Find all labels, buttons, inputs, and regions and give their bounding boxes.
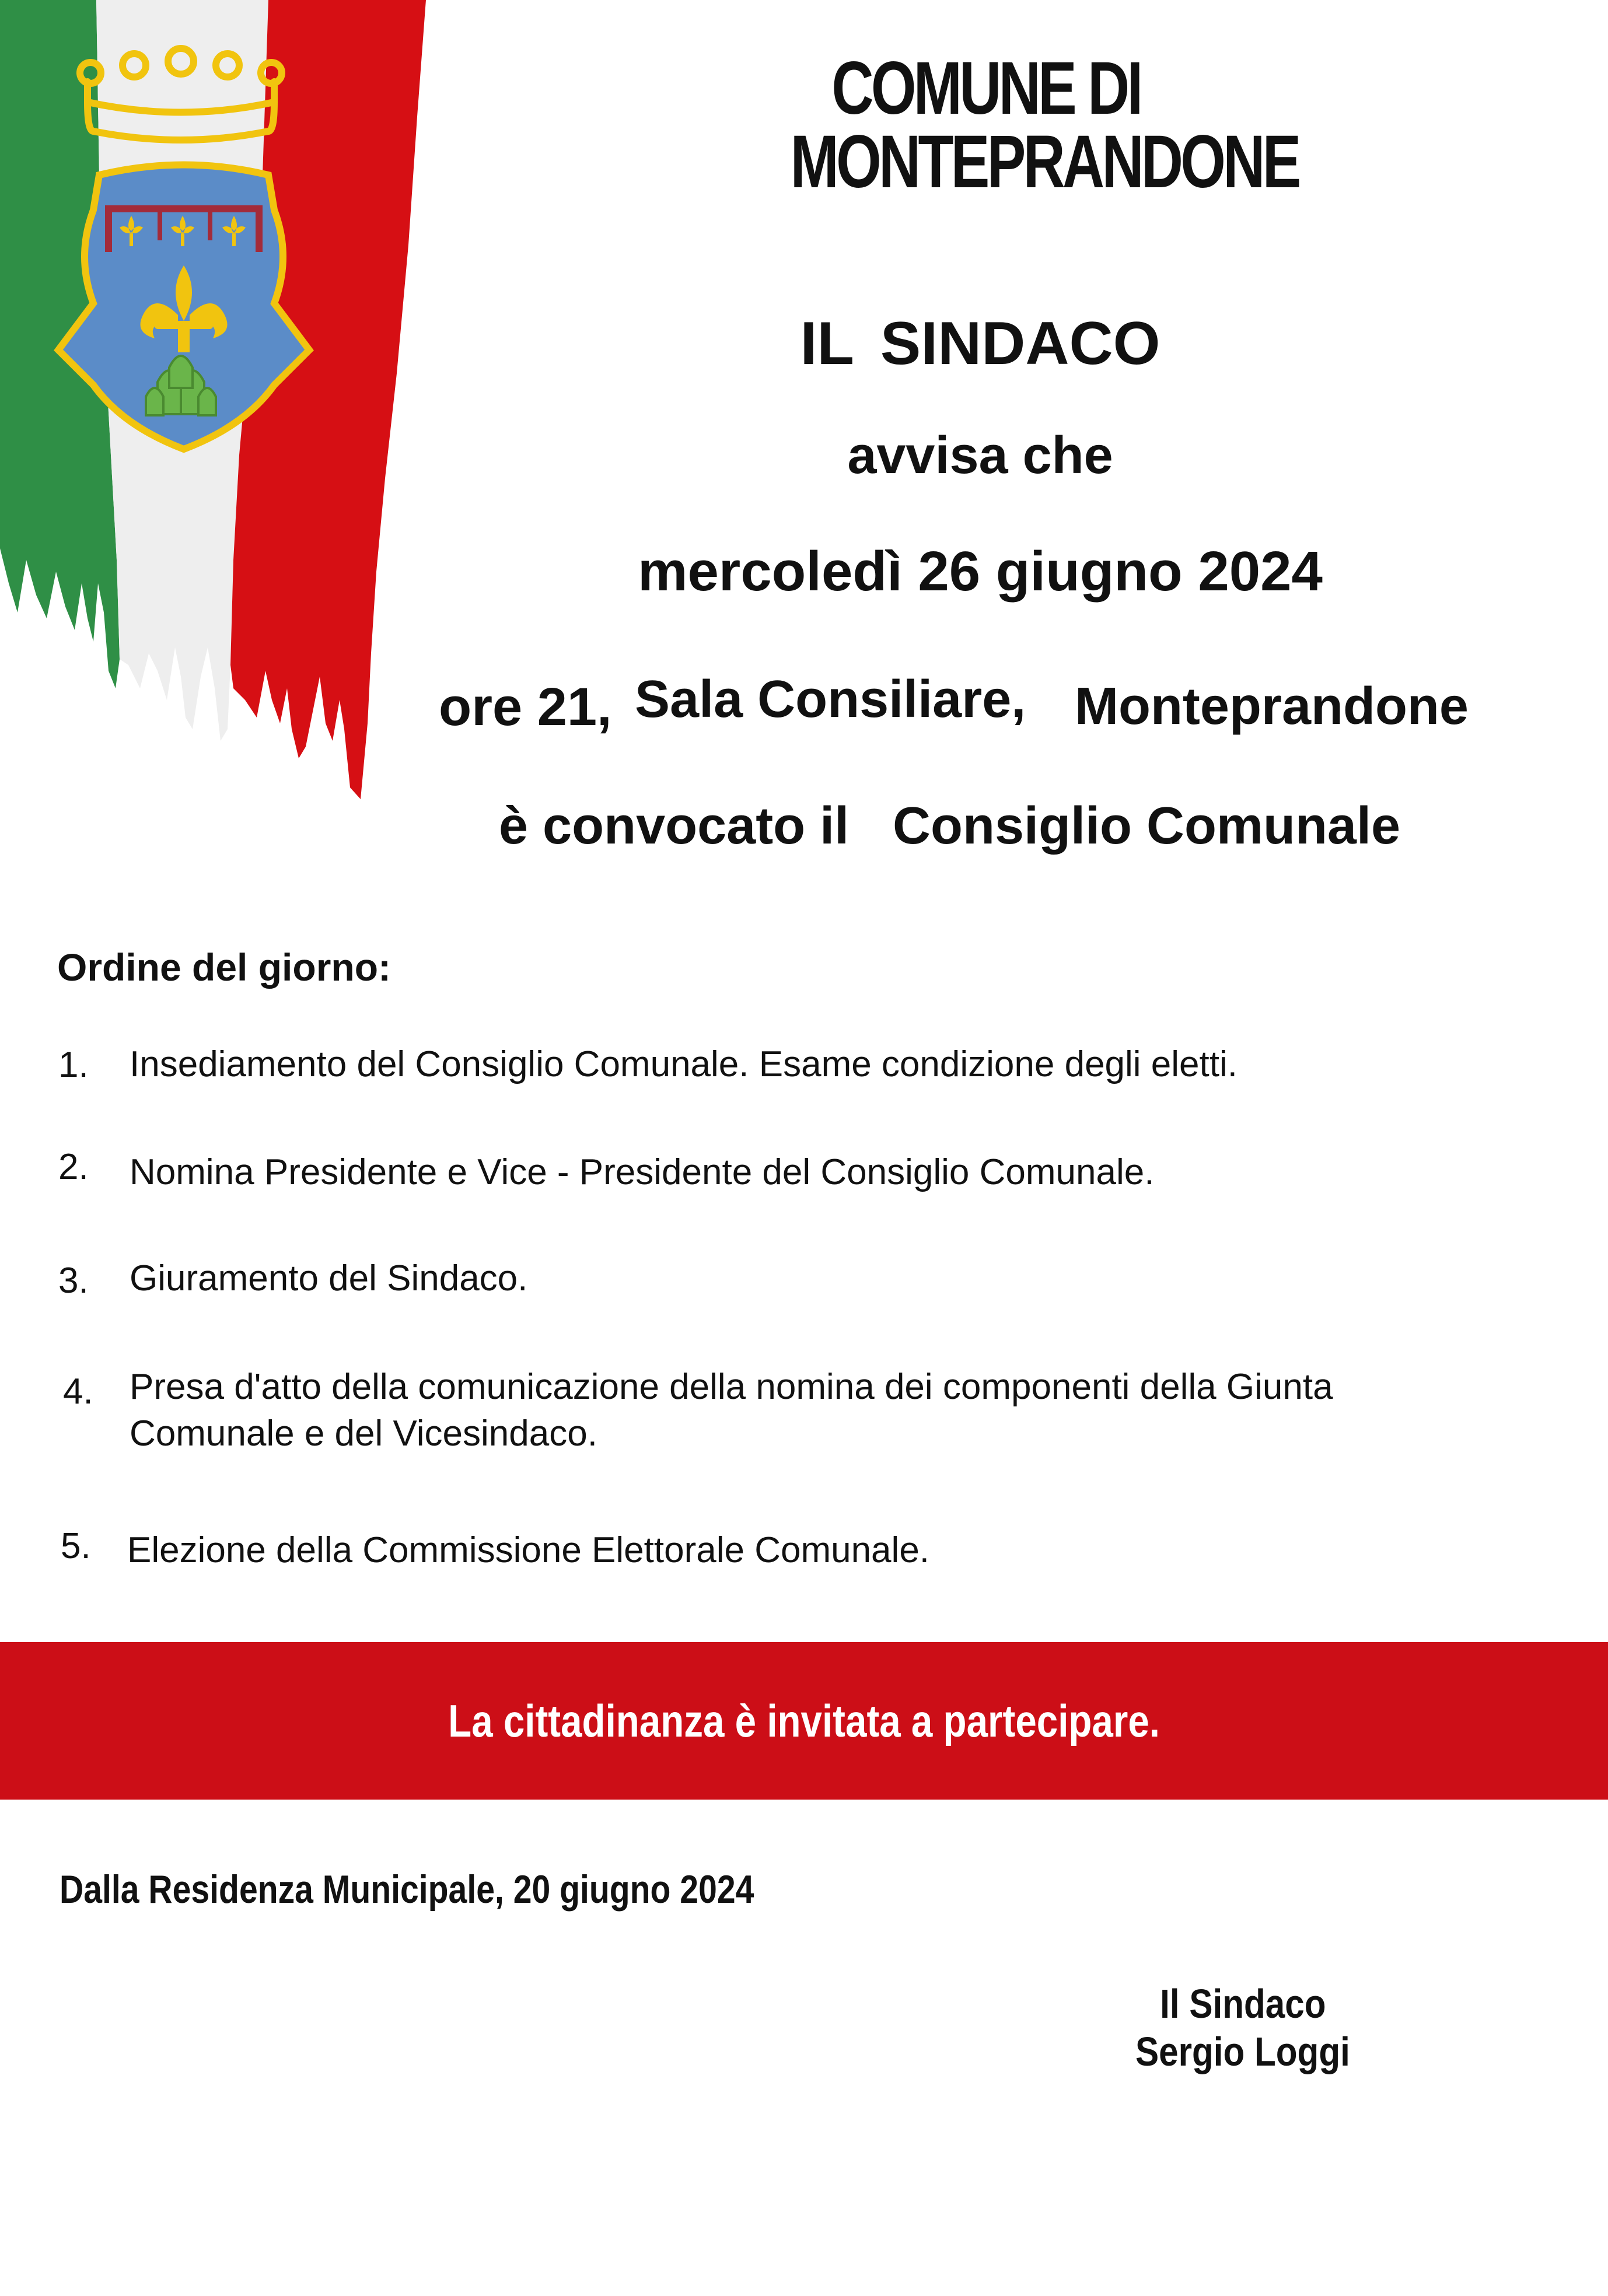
place-and-date-text: Dalla Residenza Municipale, 20 giugno 2024 <box>60 1867 754 1912</box>
convocation-text: è convocato il <box>499 797 850 855</box>
comune-line-2: MONTEPRANDONE <box>790 120 1299 204</box>
invitation-banner <box>0 1642 1608 1800</box>
agenda-item-text: Giuramento del Sindaco. <box>130 1258 528 1298</box>
convocation-body: Consiglio Comunale <box>893 797 1401 855</box>
place-and-date <box>60 1867 886 1912</box>
agenda-item-text: Nomina Presidente e Vice - Presidente del Consiglio Comunale. <box>130 1152 1155 1192</box>
agenda-item-number: 1. <box>58 1045 89 1085</box>
meeting-time: ore 21, <box>439 677 612 737</box>
invitation-text: La cittadinanza è invitata a partecipare. <box>448 1695 1160 1746</box>
signature-role-text: Il Sindaco <box>1159 1981 1326 2027</box>
meeting-date: mercoledì 26 giugno 2024 <box>638 540 1323 603</box>
agenda-item-text: Elezione della Commissione Elettorale Comunale. <box>127 1530 930 1570</box>
signature-role <box>1132 1980 1354 2027</box>
title-il-sindaco: IL SINDACO <box>800 310 1160 377</box>
subtitle-avvisa-che: avvisa che <box>847 426 1113 485</box>
agenda-item-text-continued: Comunale e del Vicesindaco. <box>130 1413 597 1454</box>
agenda-item-text: Insediamento del Consiglio Comunale. Esame condizione degli eletti. <box>130 1044 1238 1084</box>
signature-name <box>1109 2028 1377 2075</box>
meeting-town: Monteprandone <box>1075 677 1469 736</box>
meeting-venue: Sala Consiliare, <box>635 670 1026 729</box>
flag-and-coat-of-arms <box>0 0 432 805</box>
agenda-item-number: 2. <box>58 1147 89 1187</box>
comune-line-1: COMUNE DI <box>831 47 1141 130</box>
signature-name-text: Sergio Loggi <box>1135 2029 1350 2074</box>
agenda-item-number: 4. <box>63 1371 93 1412</box>
agenda-item-number: 3. <box>58 1261 89 1301</box>
agenda-item-text: Presa d'atto della comunicazione della nomina dei componenti della Giunta <box>130 1367 1333 1407</box>
agenda-heading: Ordine del giorno: <box>57 946 391 989</box>
agenda-item-number: 5. <box>61 1526 91 1566</box>
